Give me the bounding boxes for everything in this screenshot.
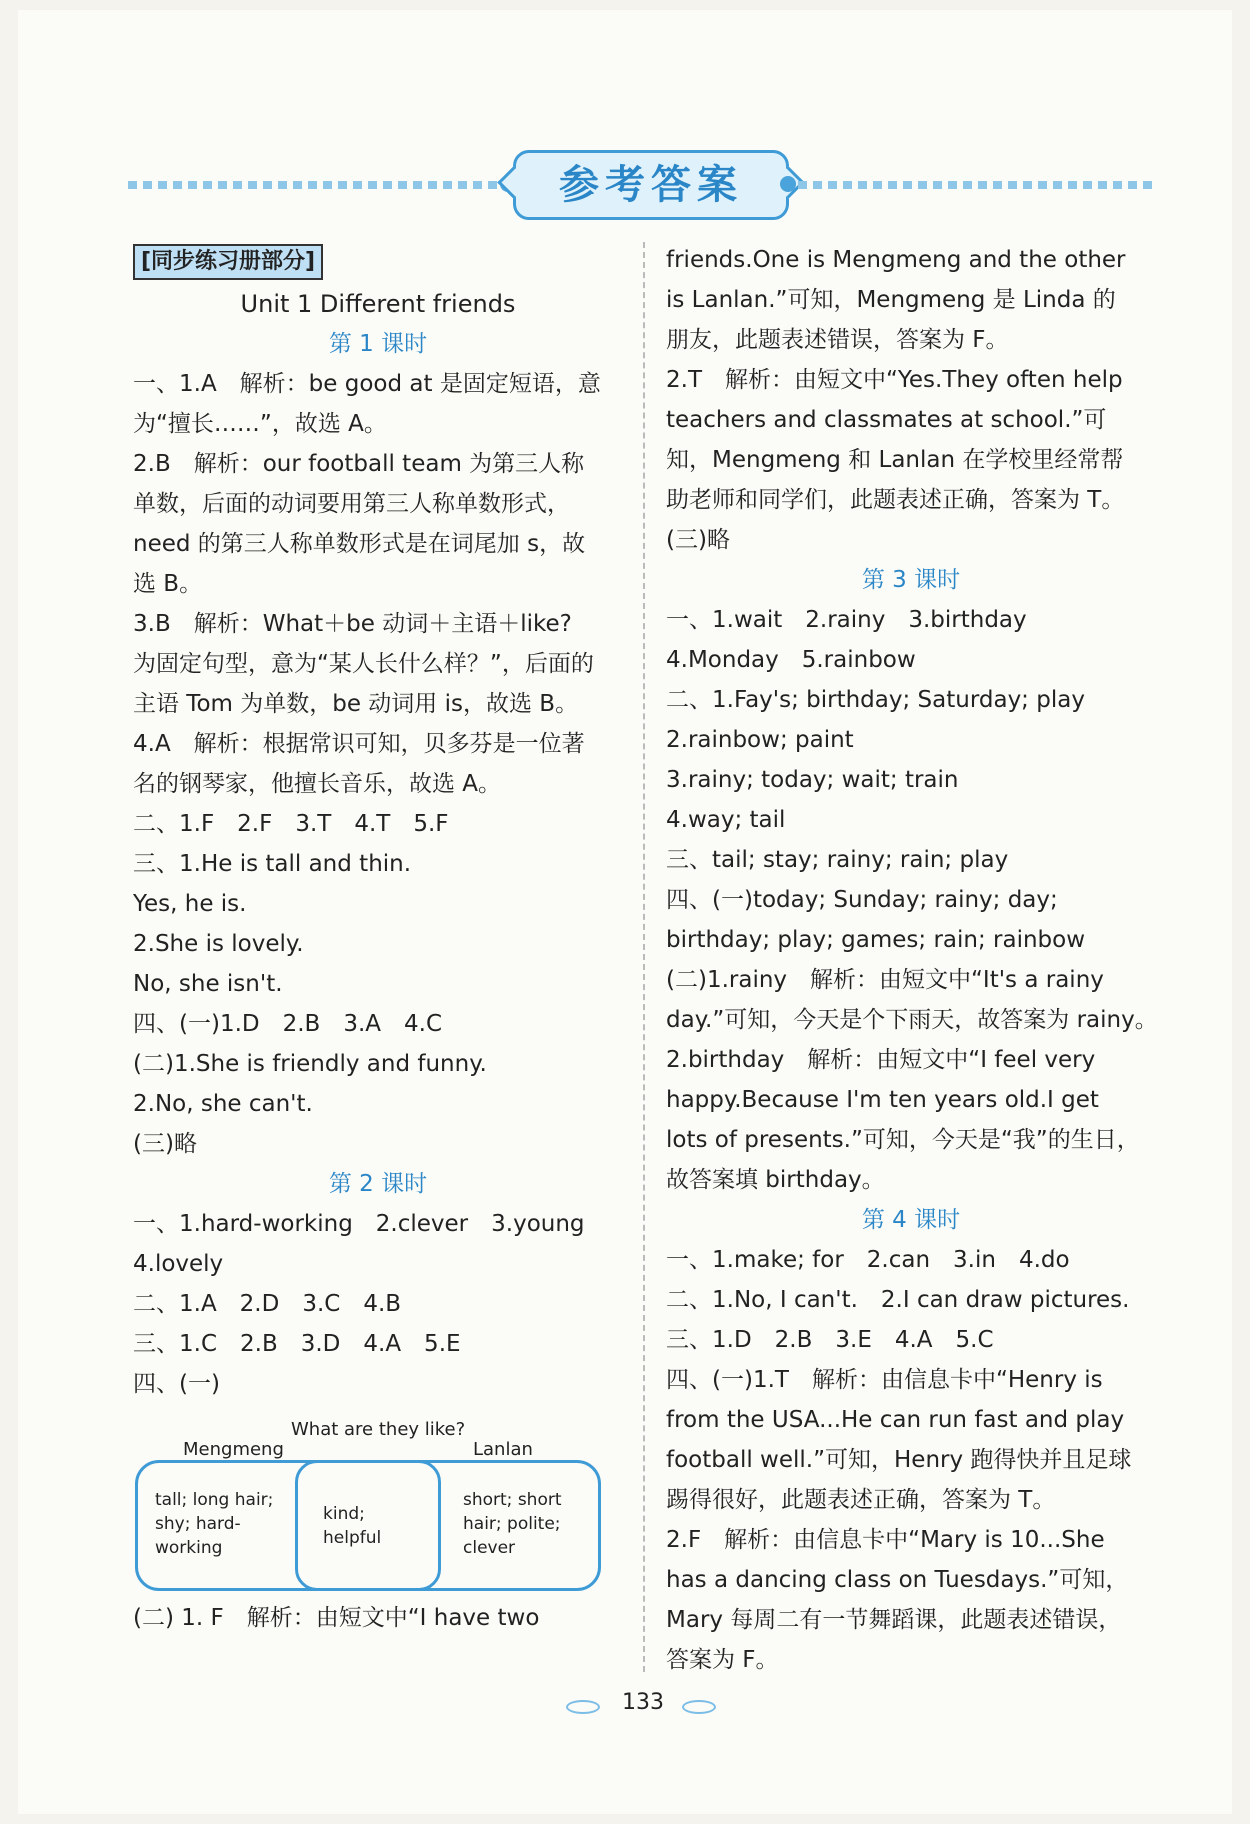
answer-line: 知，Mengmeng 和 Lanlan 在学校里经常帮 <box>666 447 1124 473</box>
answer-line: has a dancing class on Tuesdays.”可知， <box>666 1567 1129 1593</box>
answer-line: 2.No, she can't. <box>133 1091 313 1117</box>
answer-line: 名的钢琴家，他擅长音乐，故选 A。 <box>133 771 502 797</box>
answer-line: 选 B。 <box>133 571 203 597</box>
answer-line: 4.A 解析：根据常识可知，贝多芬是一位著 <box>133 731 585 757</box>
answer-line: 故答案填 birthday。 <box>666 1167 885 1193</box>
lesson-heading: 第 2 课时 <box>328 1171 428 1197</box>
answer-line: 四、(一)1.T 解析：由信息卡中“Henry is <box>666 1367 1103 1393</box>
answer-line: 一、1.A 解析：be good at 是固定短语，意 <box>133 371 601 397</box>
diagram-left-traits: tall; long hair; shy; hard-working <box>155 1490 274 1558</box>
answer-line: birthday; play; games; rain; rainbow <box>666 927 1086 953</box>
answer-line: teachers and classmates at school.”可 <box>666 407 1107 433</box>
unit-title: Unit 1 Different friends <box>240 290 516 318</box>
diagram-question: What are they like? <box>291 1419 466 1440</box>
column-divider <box>643 242 645 1672</box>
answer-line: 二、1.A 2.D 3.C 4.B <box>133 1291 402 1317</box>
page-title: 参考答案 <box>559 162 743 208</box>
venn-diagram <box>133 1408 623 1598</box>
banner-title-box <box>513 150 789 220</box>
decorative-dots-right <box>798 181 1158 189</box>
answer-line: 单数，后面的动词要用第三人称单数形式， <box>133 491 570 517</box>
answer-line: friends.One is Mengmeng and the other <box>666 247 1126 273</box>
diagram-shared-traits: kind; helpful <box>323 1504 382 1548</box>
answer-line: from the USA...He can run fast and play <box>666 1407 1125 1433</box>
page <box>18 10 1232 1814</box>
answer-line: need 的第三人称单数形式是在词尾加 s，故 <box>133 531 586 557</box>
answer-line: 2.birthday 解析：由短文中“I feel very <box>666 1047 1096 1073</box>
answer-line: lots of presents.”可知，今天是“我”的生日， <box>666 1127 1140 1153</box>
answer-line: 助老师和同学们，此题表述正确，答案为 T。 <box>666 487 1125 513</box>
diagram-left-name: Mengmeng <box>183 1439 284 1460</box>
answer-line: 2.B 解析：our football team 为第三人称 <box>133 451 585 477</box>
answer-line: (二) 1. F 解析：由短文中“I have two <box>133 1605 540 1631</box>
answer-line: 2.rainbow; paint <box>666 727 854 753</box>
answer-line: 三、1.He is tall and thin. <box>133 851 412 877</box>
answer-line: Mary 每周二有一节舞蹈课，此题表述错误， <box>666 1607 1122 1633</box>
answer-line: 朋友，此题表述错误，答案为 F。 <box>666 327 1009 353</box>
answer-line: 一、1.hard-working 2.clever 3.young <box>133 1211 585 1237</box>
lesson-heading: 第 3 课时 <box>861 567 961 593</box>
left-column <box>133 240 623 1638</box>
answer-line: 二、1.No, I can't. 2.I can draw pictures. <box>666 1287 1130 1313</box>
answer-line: 3.rainy; today; wait; train <box>666 767 959 793</box>
answer-line: 主语 Tom 为单数，be 动词用 is，故选 B。 <box>133 691 579 717</box>
page-number-decoration-right <box>682 1700 716 1714</box>
right-column <box>666 240 1156 1680</box>
left-answer-lines <box>133 324 623 1404</box>
answer-line: (二)1.rainy 解析：由短文中“It's a rainy <box>666 967 1104 993</box>
header-banner <box>108 150 1178 220</box>
answer-line: (三)略 <box>666 527 730 553</box>
answer-line: day.”可知，今天是个下雨天，故答案为 rainy。 <box>666 1007 1158 1033</box>
answer-line: 为“擅长……”，故选 A。 <box>133 411 387 437</box>
dot-icon <box>780 176 796 192</box>
answer-line: 二、1.F 2.F 3.T 4.T 5.F <box>133 811 449 837</box>
answer-line: 三、1.C 2.B 3.D 4.A 5.E <box>133 1331 461 1357</box>
answer-line: 二、1.Fay's; birthday; Saturday; play <box>666 687 1085 713</box>
answer-line: happy.Because I'm ten years old.I get <box>666 1087 1099 1113</box>
answer-line: Yes, he is. <box>133 891 247 917</box>
answer-line: 四、(一) <box>133 1371 220 1397</box>
answer-line: 3.B 解析：What＋be 动词＋主语＋like? <box>133 611 572 637</box>
answer-line: 为固定句型，意为“某人长什么样？”，后面的 <box>133 651 594 677</box>
diagram-right-traits: short; short hair; polite; clever <box>463 1490 562 1558</box>
answer-line: 四、(一)today; Sunday; rainy; day; <box>666 887 1058 913</box>
answer-line: 4.lovely <box>133 1251 224 1277</box>
diagram-right-name: Lanlan <box>473 1439 533 1460</box>
answer-line: 答案为 F。 <box>666 1647 779 1673</box>
answer-line: is Lanlan.”可知，Mengmeng 是 Linda 的 <box>666 287 1116 313</box>
answer-line: football well.”可知，Henry 跑得快并且足球 <box>666 1447 1132 1473</box>
decorative-dots-left <box>128 181 498 189</box>
page-number: 133 <box>622 1690 664 1715</box>
answer-line: 4.way; tail <box>666 807 786 833</box>
answer-line: 三、tail; stay; rainy; rain; play <box>666 847 1009 873</box>
answer-line: 4.Monday 5.rainbow <box>666 647 916 673</box>
section-label: [同步练习册部分] <box>133 244 323 280</box>
answer-line: 一、1.wait 2.rainy 3.birthday <box>666 607 1027 633</box>
lesson-heading: 第 4 课时 <box>861 1207 961 1233</box>
answer-line: 2.F 解析：由信息卡中“Mary is 10...She <box>666 1527 1105 1553</box>
answer-line: 2.T 解析：由短文中“Yes.They often help <box>666 367 1123 393</box>
answer-line: 踢得很好，此题表述正确，答案为 T。 <box>666 1487 1056 1513</box>
answer-line: 三、1.D 2.B 3.E 4.A 5.C <box>666 1327 994 1353</box>
answer-line: (二)1.She is friendly and funny. <box>133 1051 487 1077</box>
answer-line: 一、1.make; for 2.can 3.in 4.do <box>666 1247 1070 1273</box>
right-answer-lines <box>666 240 1156 1680</box>
answer-line: No, she isn't. <box>133 971 283 997</box>
answer-line: 2.She is lovely. <box>133 931 304 957</box>
lesson-heading: 第 1 课时 <box>328 331 428 357</box>
answer-line: (三)略 <box>133 1131 197 1157</box>
answer-line: 四、(一)1.D 2.B 3.A 4.C <box>133 1011 443 1037</box>
page-number-decoration-left <box>566 1700 600 1714</box>
